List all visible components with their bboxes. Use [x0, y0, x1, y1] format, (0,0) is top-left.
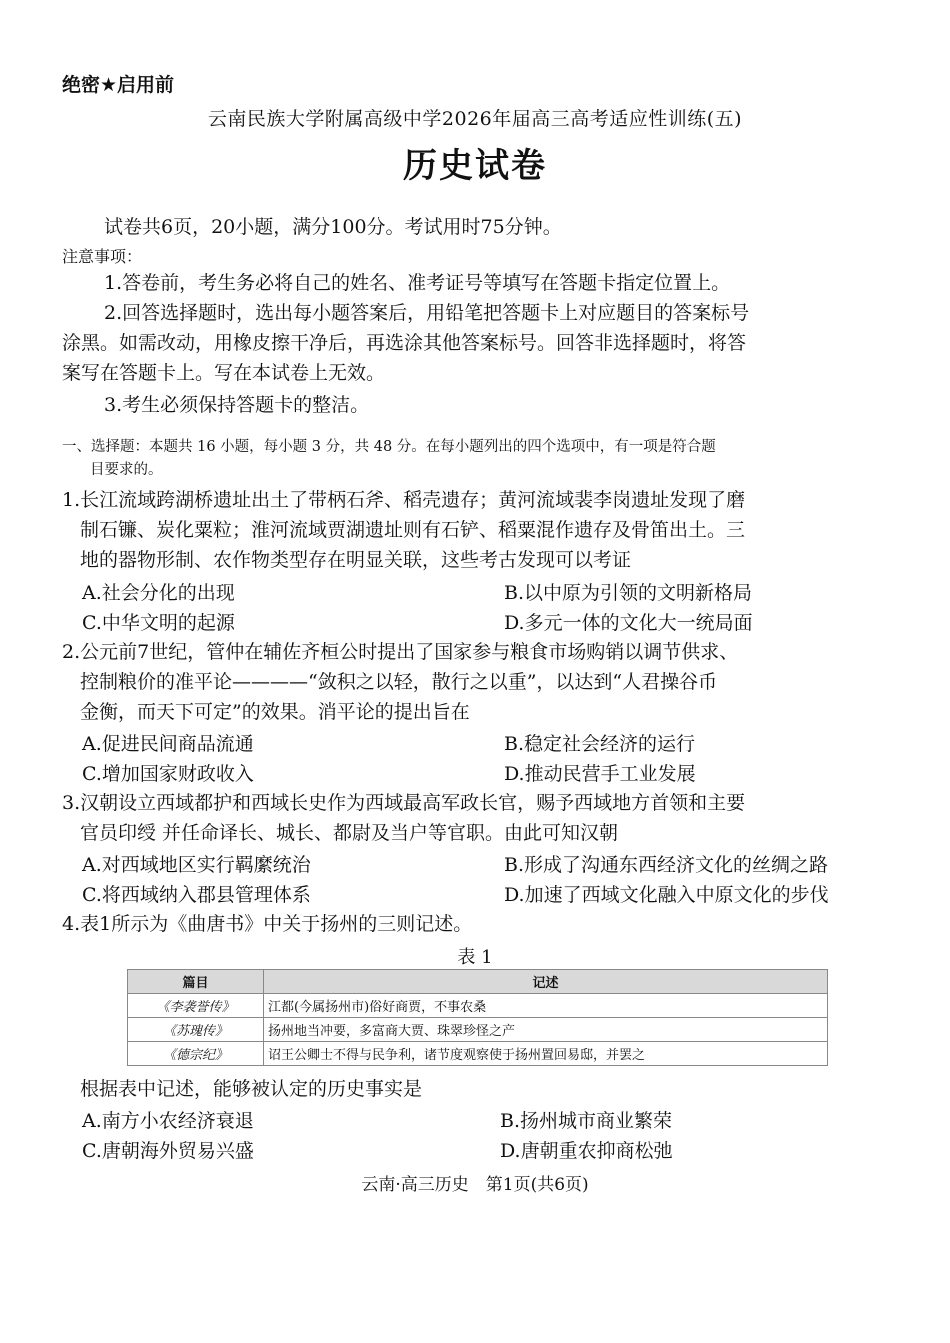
- q1-option-b: B.以中原为引领的文明新格局: [504, 582, 753, 604]
- q2-line-3: 金衡，而天下可定”的效果。消平论的提出旨在: [80, 701, 470, 723]
- q2-line-1: 2.公元前7世纪，管仲在辅佐齐桓公时提出了国家参与粮食市场购销以调节供求、: [62, 641, 739, 663]
- note-2-line-1: 2.回答选择题时，选出每小题答案后，用铅笔把答题卡上对应题目的答案标号: [104, 302, 750, 324]
- q2-line-2: 控制粮价的准平论————“敛积之以轻，散行之以重”，以达到“人君操谷币: [80, 671, 718, 693]
- confidential-label: 绝密★启用前: [62, 74, 175, 96]
- q3-line-2: 官员印绶 并任命译长、城长、都尉及当户等官职。由此可知汉朝: [80, 822, 619, 844]
- table-row: [128, 1042, 828, 1066]
- section-heading-line-2: 目要求的。: [90, 462, 163, 478]
- table-row: [128, 1018, 828, 1042]
- table-cell-record: 诏王公卿士不得与民争利，诸节度观察使于扬州置回易邸，并罢之: [264, 1042, 828, 1066]
- table-cell-title: 《李袭誉传》: [128, 994, 264, 1018]
- q4-option-c: C.唐朝海外贸易兴盛: [82, 1140, 254, 1162]
- q1-line-3: 地的器物形制、农作物类型存在明显关联，这些考古发现可以考证: [80, 549, 632, 571]
- table-header-cell: 记述: [264, 970, 828, 994]
- q2-option-d: D.推动民营手工业发展: [504, 763, 696, 785]
- q1-option-c: C.中华文明的起源: [82, 612, 235, 634]
- table-row: [128, 994, 828, 1018]
- q3-line-1: 3.汉朝设立西域都护和西域长史作为西域最高军政长官，赐予西域地方首领和主要: [62, 792, 746, 814]
- records-table: [127, 969, 828, 1066]
- q1-line-1: 1.长江流域跨湖桥遗址出土了带柄石斧、稻壳遗存；黄河流域裴李岗遗址发现了磨: [62, 489, 746, 511]
- note-2-line-2: 涂黑。如需改动，用橡皮擦干净后，再选涂其他答案标号。回答非选择题时，将答: [62, 332, 747, 354]
- note-2-line-3: 案写在答题卡上。写在本试卷上无效。: [62, 362, 386, 384]
- q4-option-b: B.扬州城市商业繁荣: [500, 1110, 673, 1132]
- q4-option-d: D.唐朝重农抑商松弛: [500, 1140, 673, 1162]
- table-caption: 表 1: [457, 947, 493, 968]
- q4-stem: 根据表中记述，能够被认定的历史事实是: [80, 1078, 423, 1100]
- q3-option-c: C.将西域纳入郡县管理体系: [82, 884, 311, 906]
- q4-line-1: 4.表1所示为《曲唐书》中关于扬州的三则记述。: [62, 913, 473, 935]
- q3-option-b: B.形成了沟通东西经济文化的丝绸之路: [504, 854, 829, 876]
- q1-line-2: 制石镰、炭化粟粒；淮河流域贾湖遗址则有石铲、稻粟混作遗存及骨笛出土。三: [80, 519, 746, 541]
- exam-summary: 试卷共6页，20小题，满分100分。考试用时75分钟。: [104, 216, 562, 238]
- table-cell-record: 扬州地当冲要，多富商大贾、珠翠珍怪之产: [264, 1018, 828, 1042]
- section-heading-line-1: 一、选择题：本题共 16 小题，每小题 3 分，共 48 分。在每小题列出的四个选项中，有一项是符合题: [62, 439, 716, 455]
- notes-title: 注意事项：: [62, 247, 143, 266]
- table-header-row: [128, 970, 828, 994]
- q2-option-c: C.增加国家财政收入: [82, 763, 254, 785]
- q1-option-d: D.多元一体的文化大一统局面: [504, 612, 753, 634]
- q3-option-a: A.对西域地区实行羁縻统治: [82, 854, 311, 876]
- table-cell-title: 《苏瑰传》: [128, 1018, 264, 1042]
- page-footer: 云南·高三历史 第1页(共6页): [361, 1175, 589, 1195]
- q2-option-a: A.促进民间商品流通: [82, 733, 254, 755]
- q4-option-a: A.南方小农经济衰退: [82, 1110, 254, 1132]
- q3-option-d: D.加速了西域文化融入中原文化的步伐: [504, 884, 829, 906]
- table-cell-record: 江都(今属扬州市)俗好商贾，不事农桑: [264, 994, 828, 1018]
- school-exam-title: 云南民族大学附属高级中学2026年届高三高考适应性训练(五): [207, 108, 743, 130]
- note-1: 1.答卷前，考生务必将自己的姓名、准考证号等填写在答题卡指定位置上。: [104, 272, 731, 294]
- table-header-cell: 篇目: [128, 970, 264, 994]
- q1-option-a: A.社会分化的出现: [82, 582, 235, 604]
- page-title: 历史试卷: [403, 146, 547, 186]
- note-3: 3.考生必须保持答题卡的整洁。: [104, 394, 370, 416]
- table-cell-title: 《德宗纪》: [128, 1042, 264, 1066]
- q2-option-b: B.稳定社会经济的运行: [504, 733, 696, 755]
